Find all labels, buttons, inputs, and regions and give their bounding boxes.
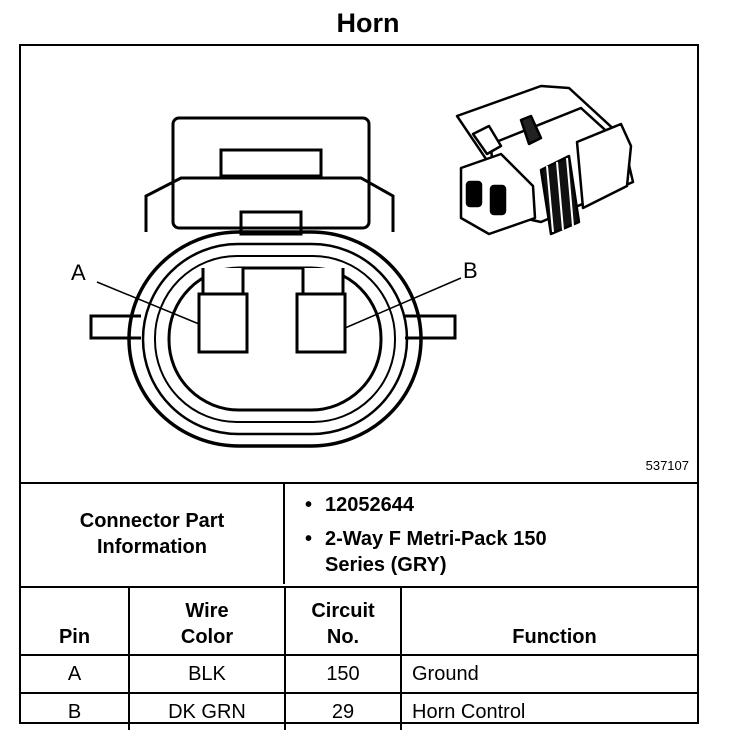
pin-cell: B [21,693,129,730]
pin-b-callout: B [463,258,478,283]
connector-part-header: Connector Part Information [21,484,285,584]
terminal-cavities [199,268,345,352]
header-circuit: Circuit No. [285,587,401,655]
wire-color-cell: BLK [129,655,285,693]
wire-color-cell: DK GRN [129,693,285,730]
pin-cell: A [21,655,129,693]
part-number: 12052644 [325,494,414,516]
header-pin: Pin [21,587,129,655]
connector-latch [146,118,393,234]
header-wire-color: Wire Color [129,587,285,655]
circuit-cell: 29 [285,693,401,730]
pin-a-callout: A [71,260,86,285]
part-number-item [305,492,414,518]
connector-face-drawing [21,46,701,482]
connector-part-list [285,484,697,584]
header-function: Function [401,587,697,655]
connector-part-info [21,482,697,586]
pin-table-header [21,587,697,655]
function-cell: Horn Control [401,693,697,730]
pin-table [21,586,697,730]
connector-sheet [19,44,699,724]
connector-diagram [21,46,701,482]
table-row [21,655,697,693]
circuit-cell: 150 [285,655,401,693]
bullet-icon: • [305,528,313,550]
connector-perspective-view [457,86,633,234]
table-row [21,693,697,730]
function-cell: Ground [401,655,697,693]
figure-id: 537107 [645,458,689,473]
connector-type-item [305,526,575,578]
connector-type: 2-Way F Metri-Pack 150 Series (GRY) [325,528,547,576]
connector-body [129,232,421,446]
bullet-icon: • [305,494,313,516]
diagram-title: Horn [336,8,400,38]
